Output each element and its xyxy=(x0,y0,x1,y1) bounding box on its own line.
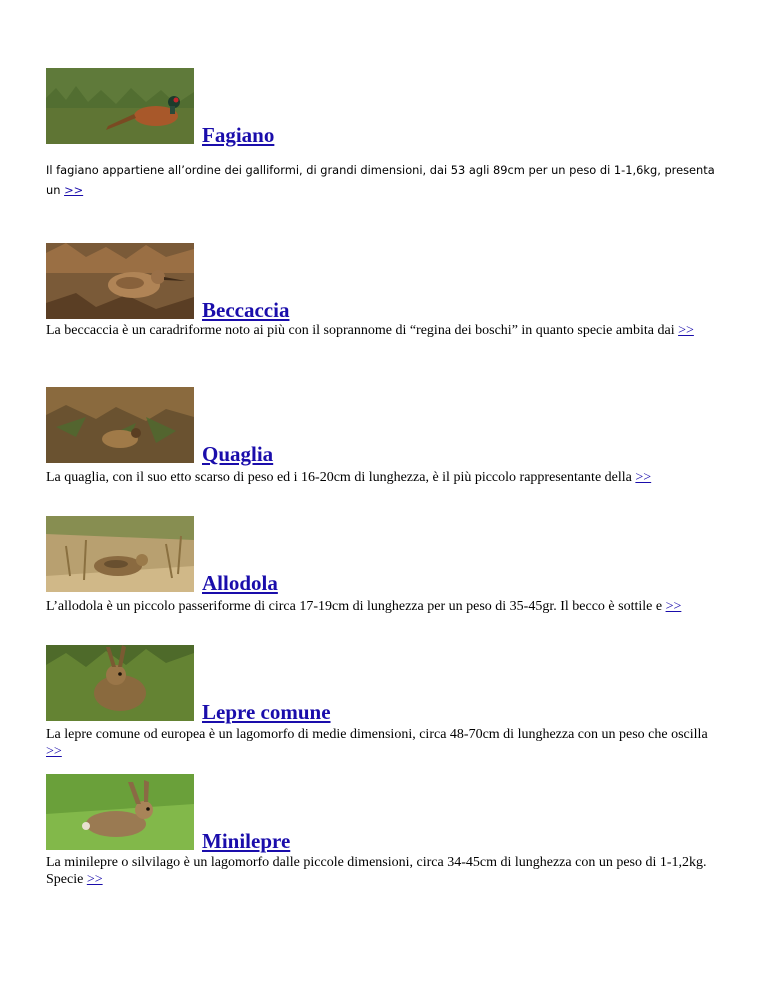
woodcock-image[interactable] xyxy=(46,243,194,319)
more-link-lepre-comune[interactable]: >> xyxy=(46,744,62,759)
title-allodola[interactable]: Allodola xyxy=(202,571,278,595)
desc-text: L’allodola è un piccolo passeriforme di circa 17-19cm di lunghezza per un peso di 35-45gr. Il becco è sottile e xyxy=(46,599,666,614)
desc-lepre-comune xyxy=(46,726,716,760)
title-lepre-comune[interactable]: Lepre comune xyxy=(202,700,331,724)
title-quaglia[interactable]: Quaglia xyxy=(202,442,274,466)
desc-fagiano xyxy=(46,160,716,200)
desc-quaglia xyxy=(46,469,716,486)
rabbit-image[interactable] xyxy=(46,774,194,850)
lark-image[interactable] xyxy=(46,516,194,592)
more-link-allodola[interactable]: >> xyxy=(665,599,682,614)
hare-image[interactable] xyxy=(46,645,194,721)
more-link-quaglia[interactable]: >> xyxy=(635,470,652,485)
desc-text: La quaglia, con il suo etto scarso di peso ed i 16-20cm di lunghezza, è il più piccolo rappresentante della xyxy=(46,470,636,485)
more-link-beccaccia[interactable]: >> xyxy=(678,323,694,338)
title-fagiano[interactable]: Fagiano xyxy=(202,123,275,147)
desc-text: La minilepre o silvilago è un lagomorfo dalle piccole dimensioni, circa 34-45cm di lunghezza con un peso di 1-1,2kg. Specie xyxy=(46,855,707,887)
more-link-minilepre[interactable]: >> xyxy=(86,872,103,887)
more-link-fagiano[interactable]: >> xyxy=(64,183,84,197)
title-beccaccia[interactable]: Beccaccia xyxy=(202,298,290,322)
title-minilepre[interactable]: Minilepre xyxy=(202,829,291,853)
desc-beccaccia xyxy=(46,322,716,339)
desc-text: La beccaccia è un caradriforme noto ai più con il soprannome di “regina dei boschi” in quanto specie ambita dai xyxy=(46,323,679,338)
desc-minilepre xyxy=(46,854,716,888)
quail-image[interactable] xyxy=(46,387,194,463)
desc-text: Il fagiano appartiene all’ordine dei galliformi, di grandi dimensioni, dai 53 agli 89cm per un peso di 1-1,6kg, presenta un xyxy=(46,163,715,197)
pheasant-image[interactable] xyxy=(46,68,194,144)
desc-allodola xyxy=(46,598,716,615)
desc-text: La lepre comune od europea è un lagomorfo di medie dimensioni, circa 48-70cm di lunghezza con un peso che oscilla xyxy=(46,727,708,742)
